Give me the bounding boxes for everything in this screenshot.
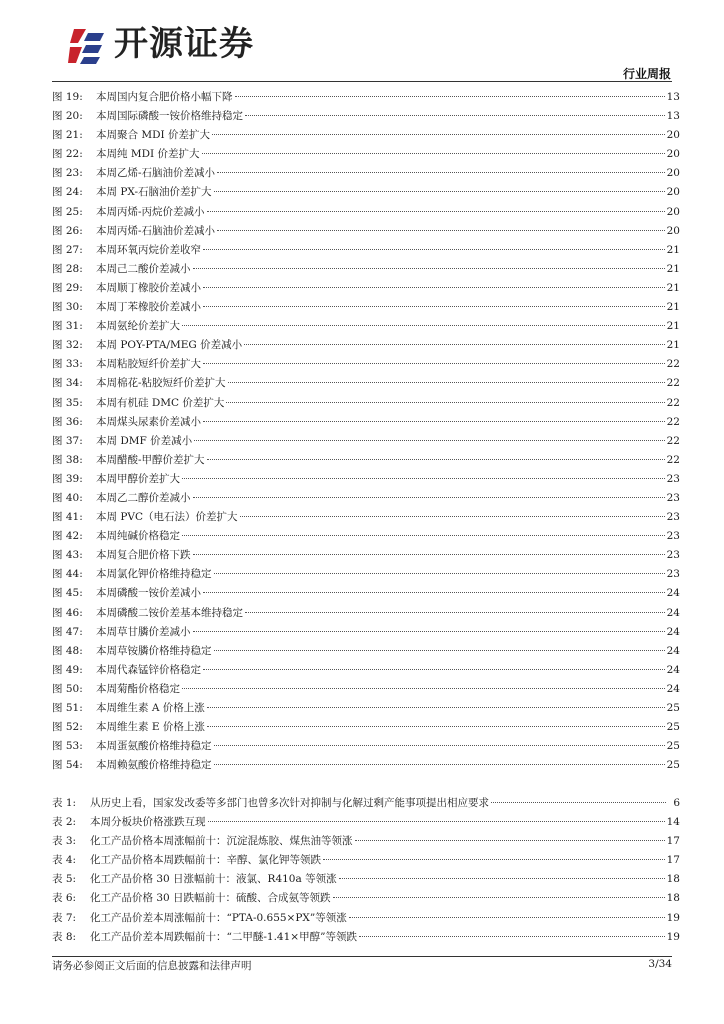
figure-list-item[interactable]	[52, 680, 680, 699]
toc-title: 本周磷酸二铵价差基本维持稳定	[96, 606, 243, 619]
dot-leader	[226, 402, 664, 403]
toc-page: 23	[666, 530, 680, 543]
toc-title: 本周丁苯橡胶价差减小	[96, 301, 201, 314]
toc-title: 本周磷酸一铵价差减小	[96, 587, 201, 600]
toc-title: 本周草铵膦价格维持稳定	[96, 644, 212, 657]
toc-title: 化工产品价差本周跌幅前十：“二甲醚-1.41×甲醇”等领跌	[90, 930, 357, 943]
toc-page: 21	[666, 281, 680, 294]
toc-title: 化工产品价格 30 日跌幅前十：硫酸、合成氨等领跌	[90, 892, 331, 905]
toc-page: 23	[666, 511, 680, 524]
figure-list-item[interactable]	[52, 642, 680, 661]
toc-page: 22	[666, 396, 680, 409]
dot-leader	[228, 382, 665, 383]
toc-page: 17	[666, 835, 680, 848]
dot-leader	[203, 363, 665, 364]
toc-label: 图 34:	[52, 377, 83, 390]
toc-title: 本周 DMF 价差减小	[96, 434, 193, 447]
toc-label: 图 38:	[52, 453, 83, 466]
toc-page: 18	[666, 892, 680, 905]
toc-page: 22	[666, 415, 680, 428]
figure-list-item[interactable]	[52, 164, 680, 183]
toc-title: 本周国内复合肥价格小幅下降	[96, 91, 233, 103]
toc-label: 图 29:	[52, 281, 83, 294]
toc-label: 图 51:	[52, 702, 83, 714]
toc-title: 本周粘胶短纤价差扩大	[96, 358, 201, 371]
logo-icon	[66, 27, 106, 65]
toc-title: 本周甲醇价差扩大	[96, 472, 180, 485]
toc-page: 23	[666, 491, 680, 504]
dot-leader	[193, 268, 665, 269]
toc-page: 22	[666, 434, 680, 447]
toc-title: 本周维生素 A 价格上涨	[96, 702, 205, 714]
dot-leader	[245, 612, 665, 613]
figure-list-item[interactable]	[52, 489, 680, 508]
toc-label: 图 32:	[52, 339, 83, 352]
figure-list-item[interactable]	[52, 88, 680, 107]
toc-label: 图 37:	[52, 434, 83, 447]
toc-page: 6	[673, 797, 680, 809]
dot-leader	[203, 592, 665, 593]
toc-page: 24	[666, 644, 680, 657]
figure-list	[52, 88, 680, 775]
dot-leader	[203, 287, 665, 288]
toc-title: 本周氨纶价差扩大	[96, 320, 180, 333]
toc-page: 21	[666, 301, 680, 314]
dot-leader	[214, 573, 665, 574]
toc-label: 图 54:	[52, 759, 83, 772]
toc-label: 图 25:	[52, 205, 83, 218]
toc-page: 21	[666, 262, 680, 275]
toc-title: 本周代森锰锌价格稳定	[96, 663, 201, 676]
toc-label: 图 43:	[52, 549, 83, 562]
toc-title: 本周草甘膦价差减小	[96, 625, 191, 638]
toc-title: 化工产品价格本周涨幅前十：沉淀混炼胶、煤焦油等领涨	[90, 835, 353, 848]
toc-title: 本周蛋氨酸价格维持稳定	[96, 740, 212, 753]
toc-title: 本周 PVC（电石法）价差扩大	[96, 511, 238, 524]
figure-list-item[interactable]	[52, 203, 680, 222]
figure-list-item[interactable]	[52, 623, 680, 642]
toc-page: 20	[666, 148, 680, 161]
toc-title: 本周乙烯-石脑油价差减小	[96, 167, 216, 180]
figure-list-item[interactable]	[52, 374, 680, 393]
toc-label: 图 35:	[52, 396, 83, 409]
toc-page: 21	[666, 320, 680, 333]
toc-label: 图 28:	[52, 262, 83, 275]
toc-label: 图 47:	[52, 625, 83, 638]
toc-label: 表 2:	[52, 816, 77, 829]
dot-leader	[214, 764, 665, 765]
dot-leader	[203, 669, 665, 670]
figure-list-item[interactable]	[52, 222, 680, 241]
toc-label: 图 50:	[52, 682, 83, 695]
dot-leader	[203, 249, 665, 250]
toc-label: 表 1:	[52, 797, 77, 809]
toc-label: 图 27:	[52, 243, 83, 256]
toc-title: 本周国际磷酸一铵价格维持稳定	[96, 110, 243, 123]
figure-list-item[interactable]	[52, 241, 680, 260]
figure-list-item[interactable]	[52, 699, 680, 718]
toc-label: 表 5:	[52, 873, 77, 886]
dot-leader	[182, 535, 665, 536]
table-list-item[interactable]	[52, 870, 680, 889]
toc-label: 图 22:	[52, 148, 83, 161]
toc-title: 本周纯碱价格稳定	[96, 530, 180, 543]
figure-list-item[interactable]	[52, 107, 680, 126]
figure-list-item[interactable]	[52, 126, 680, 145]
toc-label: 图 31:	[52, 320, 83, 333]
toc-title: 本周菊酯价格稳定	[96, 682, 180, 695]
toc-page: 25	[666, 740, 680, 753]
figure-list-item[interactable]	[52, 413, 680, 432]
toc-label: 图 24:	[52, 186, 83, 199]
toc-label: 图 39:	[52, 472, 83, 485]
dot-leader	[182, 478, 665, 479]
table-list-item[interactable]	[52, 794, 680, 813]
dot-leader	[203, 306, 665, 307]
toc-page: 24	[666, 606, 680, 619]
figure-list-item[interactable]	[52, 336, 680, 355]
toc-title: 本周己二酸价差减小	[96, 262, 191, 275]
toc-title: 化工产品价格 30 日涨幅前十：液氯、R410a 等领涨	[90, 873, 337, 886]
toc-label: 图 53:	[52, 740, 83, 753]
dot-leader	[182, 325, 665, 326]
toc-title: 本周分板块价格涨跌互现	[90, 816, 206, 829]
dot-leader	[207, 707, 665, 708]
figure-list-item[interactable]	[52, 394, 680, 413]
dot-leader	[235, 96, 665, 97]
toc-page: 19	[666, 930, 680, 943]
toc-page: 18	[666, 873, 680, 886]
toc-label: 表 6:	[52, 892, 77, 905]
toc-label: 图 48:	[52, 644, 83, 657]
figure-list-item[interactable]	[52, 317, 680, 336]
dot-leader	[245, 115, 665, 116]
table-list-item[interactable]	[52, 813, 680, 832]
dot-leader	[491, 802, 666, 803]
dot-leader	[208, 821, 665, 822]
toc-title: 本周棉花-粘胶短纤价差扩大	[96, 377, 226, 390]
toc-label: 表 7:	[52, 911, 77, 924]
figure-list-item[interactable]	[52, 565, 680, 584]
toc-page: 22	[666, 377, 680, 390]
toc-page: 20	[666, 167, 680, 180]
table-list-item[interactable]	[52, 832, 680, 851]
toc-title: 本周有机硅 DMC 价差扩大	[96, 396, 225, 409]
figure-list-item[interactable]	[52, 527, 680, 546]
toc-page: 13	[666, 91, 680, 103]
figure-list-item[interactable]	[52, 355, 680, 374]
figure-list-item[interactable]	[52, 432, 680, 451]
table-list-item[interactable]	[52, 851, 680, 870]
toc-title: 本周乙二醇价差减小	[96, 491, 191, 504]
page-header	[0, 0, 724, 82]
toc-title: 本周丙烯-石脑油价差减小	[96, 224, 216, 237]
toc-title: 本周聚合 MDI 价差扩大	[96, 129, 210, 142]
toc-page: 20	[666, 186, 680, 199]
toc-page: 23	[666, 472, 680, 485]
toc-page: 21	[666, 339, 680, 352]
toc-page: 20	[666, 205, 680, 218]
toc-title: 化工产品价格本周跌幅前十：辛醇、氯化钾等领跌	[90, 854, 321, 867]
toc-title: 本周纯 MDI 价差扩大	[96, 148, 200, 161]
dot-leader	[240, 516, 665, 517]
toc-page: 23	[666, 568, 680, 581]
dot-leader	[214, 191, 665, 192]
toc-page: 24	[666, 587, 680, 600]
toc-label: 图 42:	[52, 530, 83, 543]
toc-page: 23	[666, 549, 680, 562]
toc-label: 图 45:	[52, 587, 83, 600]
dot-leader	[207, 211, 665, 212]
dot-leader	[333, 897, 665, 898]
toc-label: 图 30:	[52, 301, 83, 314]
toc-label: 图 33:	[52, 358, 83, 371]
toc-label: 图 44:	[52, 568, 83, 581]
toc-page: 14	[666, 816, 680, 829]
toc-label: 图 21:	[52, 129, 83, 142]
toc-title: 化工产品价差本周涨幅前十：“PTA-0.655×PX”等领涨	[90, 911, 347, 924]
toc-label: 表 3:	[52, 835, 77, 848]
figure-list-item[interactable]	[52, 737, 680, 756]
dot-leader	[349, 917, 665, 918]
figure-list-item[interactable]	[52, 279, 680, 298]
toc-page: 24	[666, 682, 680, 695]
toc-label: 图 36:	[52, 415, 83, 428]
dot-leader	[193, 631, 665, 632]
dot-leader	[214, 745, 665, 746]
toc-page: 13	[666, 110, 680, 123]
dot-leader	[182, 688, 665, 689]
toc-page: 25	[666, 759, 680, 772]
figure-list-item[interactable]	[52, 508, 680, 527]
toc-page: 20	[666, 224, 680, 237]
toc-page: 20	[666, 129, 680, 142]
figure-list-item[interactable]	[52, 718, 680, 737]
dot-leader	[207, 726, 665, 727]
figure-list-item[interactable]	[52, 546, 680, 565]
dot-leader	[212, 134, 665, 135]
toc-label: 图 46:	[52, 606, 83, 619]
toc-title: 本周醋酸-甲醇价差扩大	[96, 453, 205, 466]
toc-label: 图 26:	[52, 224, 83, 237]
footer-disclaimer: 请务必参阅正文后面的信息披露和法律声明	[52, 960, 252, 972]
dot-leader	[203, 421, 665, 422]
table-list-item[interactable]	[52, 889, 680, 908]
dot-leader	[217, 172, 665, 173]
figure-list-item[interactable]	[52, 584, 680, 603]
toc-title: 本周赖氨酸价格维持稳定	[96, 759, 212, 772]
toc-title: 本周复合肥价格下跌	[96, 549, 191, 562]
report-type: 行业周报	[622, 67, 671, 81]
toc-page: 19	[666, 911, 680, 924]
toc-page: 22	[666, 453, 680, 466]
dot-leader	[193, 497, 665, 498]
table-list	[52, 794, 680, 947]
brand-name: 开源证券	[114, 24, 254, 64]
page-number: 3/34	[648, 958, 672, 970]
figure-list-item[interactable]	[52, 470, 680, 489]
toc-page: 25	[666, 702, 680, 714]
toc-title: 本周 POY-PTA/MEG 价差减小	[96, 339, 243, 352]
dot-leader	[202, 153, 665, 154]
toc-label: 图 20:	[52, 110, 83, 123]
toc-title: 本周环氧丙烷价差收窄	[96, 243, 201, 256]
figure-list-item[interactable]	[52, 260, 680, 279]
toc-page: 25	[666, 721, 680, 734]
dot-leader	[194, 440, 664, 441]
toc-title: 本周煤头尿素价差减小	[96, 415, 201, 428]
toc-label: 图 40:	[52, 491, 83, 504]
toc-title: 本周 PX-石脑油价差扩大	[96, 186, 212, 199]
toc-label: 图 23:	[52, 167, 83, 180]
toc-label: 表 4:	[52, 854, 77, 867]
figure-list-item[interactable]	[52, 298, 680, 317]
toc-page: 24	[666, 625, 680, 638]
dot-leader	[355, 840, 665, 841]
figure-list-item[interactable]	[52, 183, 680, 202]
figure-list-item[interactable]	[52, 661, 680, 680]
dot-leader	[359, 936, 665, 937]
toc-page: 24	[666, 663, 680, 676]
toc-title: 从历史上看，国家发改委等多部门也曾多次针对抑制与化解过剩产能事项提出相应要求	[90, 797, 489, 809]
toc-label: 图 49:	[52, 663, 83, 676]
figure-list-item[interactable]	[52, 604, 680, 623]
toc-label: 表 8:	[52, 930, 77, 943]
dot-leader	[217, 230, 665, 231]
toc-label: 图 52:	[52, 721, 83, 734]
header-divider	[52, 81, 672, 82]
toc-page: 21	[666, 243, 680, 256]
dot-leader	[323, 859, 665, 860]
dot-leader	[244, 344, 665, 345]
table-list-item[interactable]	[52, 928, 680, 947]
dot-leader	[193, 554, 665, 555]
toc-page: 17	[666, 854, 680, 867]
toc-title: 本周氯化钾价格维持稳定	[96, 568, 212, 581]
toc-title: 本周丙烯-丙烷价差减小	[96, 205, 205, 218]
dot-leader	[339, 878, 665, 879]
toc-page: 22	[666, 358, 680, 371]
table-list-item[interactable]	[52, 909, 680, 928]
figure-list-item[interactable]	[52, 145, 680, 164]
toc-title: 本周顺丁橡胶价差减小	[96, 281, 201, 294]
toc-label: 图 41:	[52, 511, 83, 524]
footer-divider	[52, 956, 672, 957]
toc-label: 图 19:	[52, 91, 83, 103]
toc-title: 本周维生素 E 价格上涨	[96, 721, 205, 734]
dot-leader	[207, 459, 665, 460]
figure-list-item[interactable]	[52, 756, 680, 775]
dot-leader	[214, 650, 665, 651]
figure-list-item[interactable]	[52, 451, 680, 470]
